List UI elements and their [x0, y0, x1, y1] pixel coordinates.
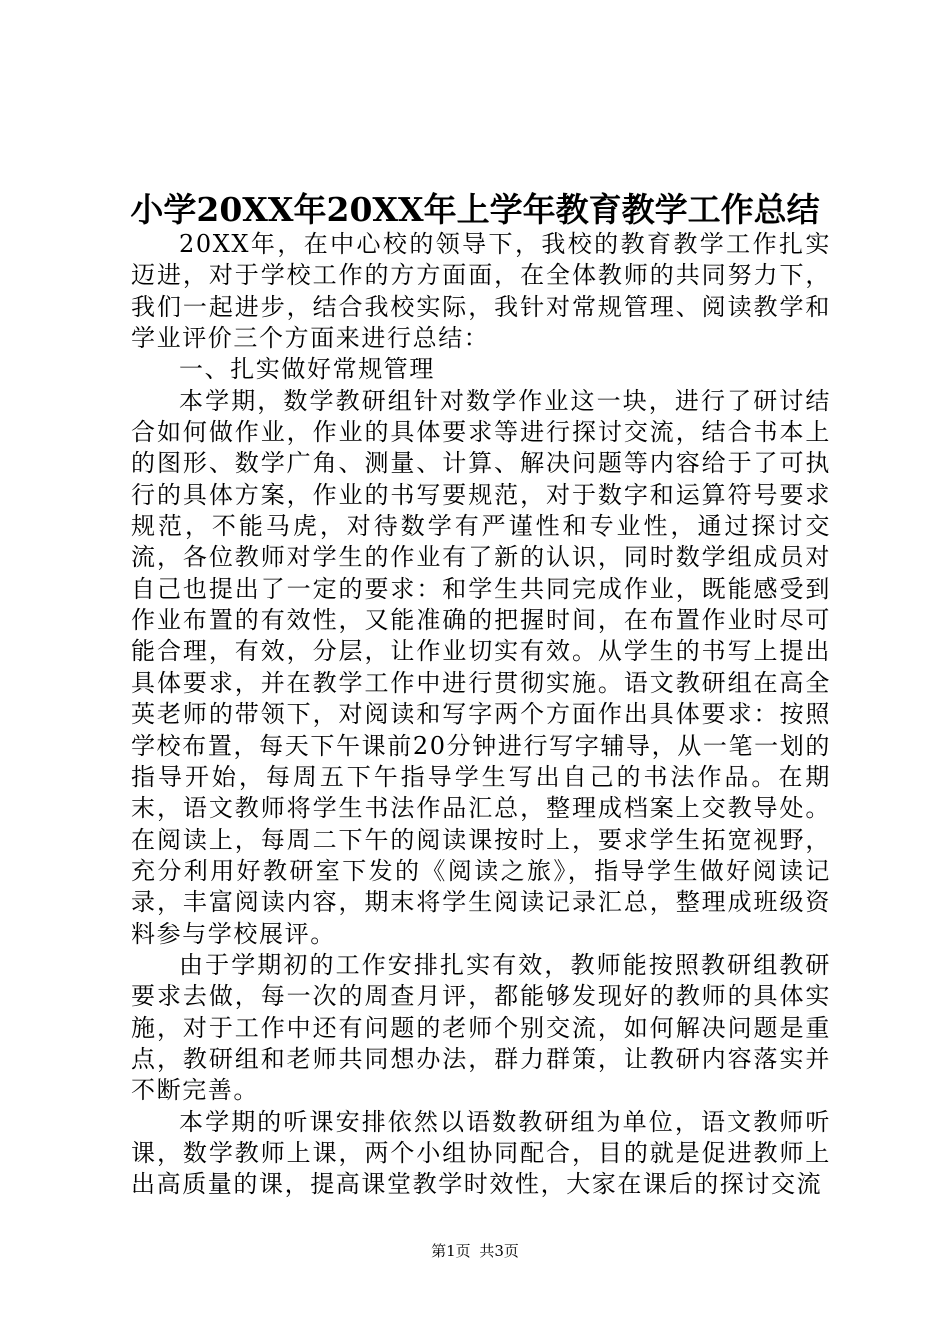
paragraph-effective-arrangement: 由于学期初的工作安排扎实有效，教师能按照教研组教研要求去做，每一次的周查月评，都能够发现好的教师的具体实施，对于工作中还有问题的老师个别交流，如何解决问题是重点，教研组和老师共同想办法，群力群策，让教研内容落实并不断完善。 — [131, 950, 831, 1105]
document-body — [131, 229, 831, 1201]
paragraph-intro: 20XX年，在中心校的领导下，我校的教育教学工作扎实迈进，对于学校工作的方方面面，在全体教师的共同努力下，我们一起进步，结合我校实际，我针对常规管理、阅读教学和学业评价三个方面来进行总结： — [131, 230, 831, 353]
page-footer — [0, 1241, 950, 1261]
page-number: 第1页 — [431, 1242, 471, 1260]
paragraph-lesson-observation: 本学期的听课安排依然以语数教研组为单位，语文教师听课，数学教师上课，两个小组协同配合，目的就是促进教师上出高质量的课，提高课堂教学时效性，大家在课后的探讨交流 — [131, 1107, 831, 1199]
section-heading: 一、扎实做好常规管理 — [179, 355, 435, 384]
page-total: 共3页 — [479, 1242, 519, 1260]
paragraph-routine-management: 本学期，数学教研组针对数学作业这一块，进行了研讨结合如何做作业，作业的具体要求等进行探讨交流，结合书本上的图形、数学广角、测量、计算、解决问题等内容给于了可执行的具体方案，作业的书写要规范，对于数字和运算符号要求规范，不能马虎，对待数学有严谨性和专业性，通过探讨交流，各位教师对学生的作业有了新的认识，同时数学组成员对自己也提出了一定的要求：和学生共同完成作业，既能感受到作业布置的有效性，又能准确的把握时间，在布置作业时尽可能合理，有效，分层，让作业切实有效。从学生的书写上提出具体要求，并在教学工作中进行贯彻实施。语文教研组在高全英老师的带领下，对阅读和写字两个方面作出具体要求：按照学校布置，每天下午课前20分钟进行写字辅导，从一笔一划的指导开始，每周五下午指导学生写出自己的书法作品。在期末，语文教师将学生书法作品汇总，整理成档案上交教导处。在阅读上，每周二下午的阅读课按时上，要求学生拓宽视野，充分利用好教研室下发的《阅读之旅》，指导学生做好阅读记录，丰富阅读内容，期末将学生阅读记录汇总，整理成班级资料参与学校展评。 — [131, 386, 831, 948]
document-title: 小学20XX年20XX年上学年教育教学工作总结 — [130, 190, 820, 229]
